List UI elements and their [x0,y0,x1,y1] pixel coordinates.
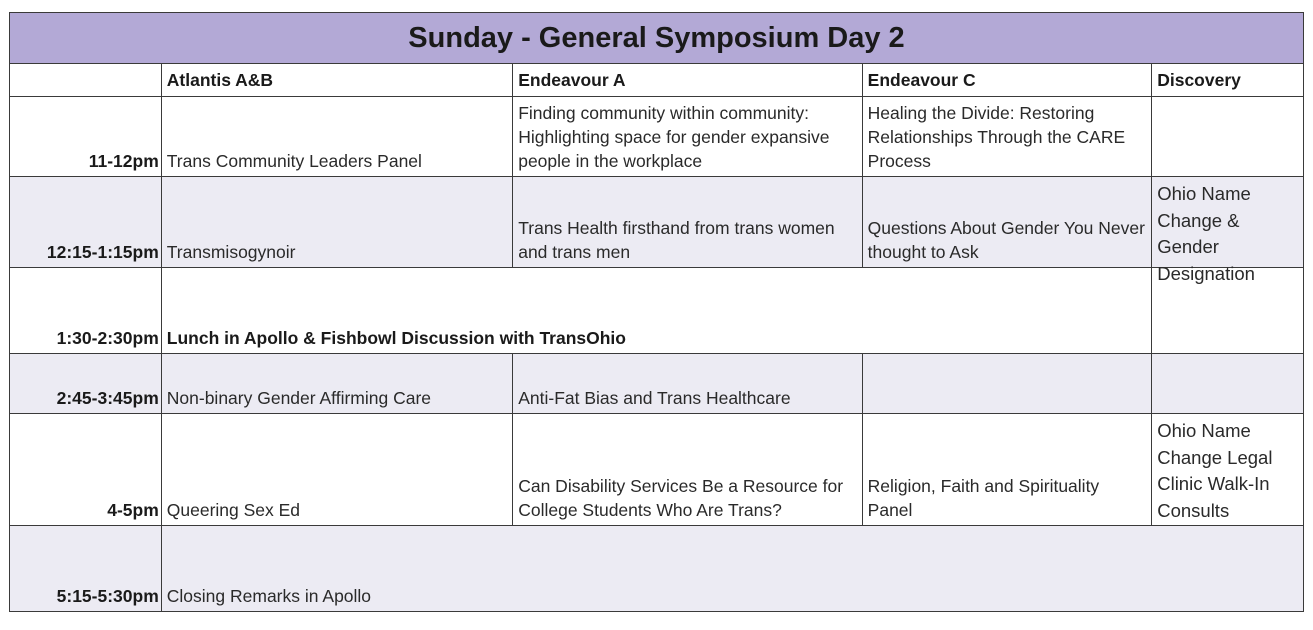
time-cell: 4-5pm [10,414,162,525]
table-row [10,526,1303,611]
table-row [10,268,1303,354]
header-row [10,64,1303,97]
session-cell: Trans Health firsthand from trans women and trans men [513,177,862,267]
time-cell: 1:30-2:30pm [10,268,162,353]
lunch-session-cell: Lunch in Apollo & Fishbowl Discussion with TransOhio [162,268,1152,353]
session-cell [863,354,1153,413]
session-cell: Finding community within community: Highlighting space for gender expansive people in the workplace [513,97,862,176]
session-cell: Anti-Fat Bias and Trans Healthcare [513,354,862,413]
session-cell: Questions About Gender You Never thought to Ask [863,177,1153,267]
session-cell: Trans Community Leaders Panel [162,97,513,176]
column-header-endeavour-c: Endeavour C [863,64,1153,96]
time-column-header [10,64,162,96]
column-header-atlantis: Atlantis A&B [162,64,513,96]
table-row [10,177,1303,284]
session-cell: Transmisogynoir [162,177,513,267]
schedule-table [9,12,1304,612]
session-cell: Ohio Name Change & Gender Designation [1157,183,1255,284]
session-cell: Religion, Faith and Spirituality Panel [863,414,1153,525]
time-cell: 12:15-1:15pm [10,177,162,267]
table-row [10,414,1303,526]
time-cell: 11-12pm [10,97,162,176]
closing-session-cell: Closing Remarks in Apollo [166,586,372,606]
session-cell: Non-binary Gender Affirming Care [162,354,513,413]
schedule-title: Sunday - General Symposium Day 2 [10,13,1303,64]
session-cell: Ohio Name Change Legal Clinic Walk-In Consults [1157,420,1273,521]
session-cell [1152,268,1303,353]
column-header-discovery: Discovery [1157,70,1241,90]
session-cell [1152,97,1303,176]
table-row [10,354,1303,414]
table-row [10,97,1303,177]
session-cell [1152,354,1303,413]
session-cell: Can Disability Services Be a Resource for College Students Who Are Trans? [513,414,862,525]
session-cell: Healing the Divide: Restoring Relationships Through the CARE Process [863,97,1153,176]
column-header-endeavour-a: Endeavour A [513,64,862,96]
session-cell: Queering Sex Ed [162,414,513,525]
time-cell: 2:45-3:45pm [10,354,162,413]
time-cell: 5:15-5:30pm [10,526,162,611]
